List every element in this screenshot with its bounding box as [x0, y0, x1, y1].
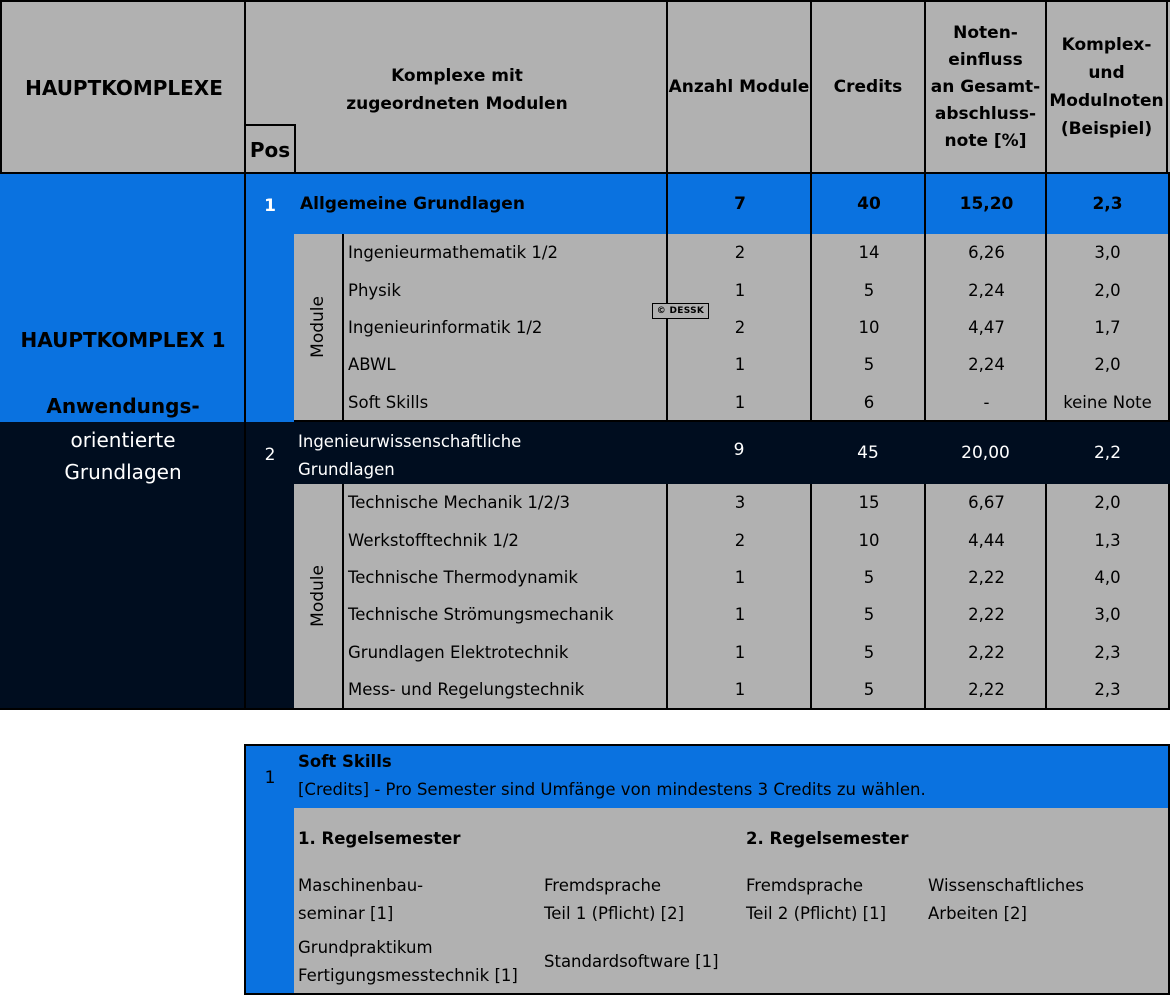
module-anzahl: 1 [666, 559, 812, 598]
module-anzahl: 2 [666, 309, 812, 348]
module-credits: 5 [810, 271, 926, 310]
module-credits: 5 [810, 346, 926, 385]
complex-2-note: 2,2 [1093, 443, 1122, 463]
complex-1-credits: 40 [810, 174, 926, 234]
header-pos: Pos [246, 124, 296, 174]
module-name: Technische Thermodynamik [342, 559, 668, 598]
complex-1-noten: 15,20 [924, 174, 1047, 234]
module-anzahl: 2 [666, 234, 812, 273]
module-label-2: Module [308, 565, 328, 627]
complex-1-note: 2,3 [1045, 174, 1170, 234]
module-credits: 5 [810, 634, 926, 673]
module-anzahl: 1 [666, 346, 812, 385]
cell-fremdsprache-2: Fremdsprache Teil 2 (Pflicht) [1] [742, 868, 926, 932]
module-note: 2,0 [1045, 346, 1170, 385]
cell-fremdsprache-1: Fremdsprache Teil 1 (Pflicht) [2] [540, 868, 744, 932]
module-noten: 2,22 [924, 671, 1047, 710]
header-anzahl: Anzahl Module [668, 0, 812, 174]
header-modulnoten: Komplex- und Modulnoten (Beispiel) [1047, 0, 1168, 174]
softskills-title: Soft Skills [298, 752, 392, 771]
module-noten: 6,26 [924, 234, 1047, 273]
module-credits: 5 [810, 671, 926, 710]
module-name: Soft Skills [342, 384, 668, 423]
hauptkomplex-sub-3: Grundlagen [64, 460, 182, 484]
module-name: Physik [342, 271, 668, 310]
module-note: 1,7 [1045, 309, 1170, 348]
cell-empty-1 [742, 930, 926, 995]
complex-2-anzahl: 9 [733, 440, 745, 460]
header-credits: Credits [812, 0, 926, 174]
module-label-1: Module [308, 296, 328, 358]
complex-2-noten: 20,00 [961, 443, 1010, 463]
module-noten: 2,24 [924, 271, 1047, 310]
module-noten: 2,22 [924, 596, 1047, 635]
complex-2-name: Ingenieurwissenschaftliche Grundlagen [298, 432, 522, 479]
module-credits: 14 [810, 234, 926, 273]
module-credits: 6 [810, 384, 926, 423]
complex-1-name: Allgemeine Grundlagen [300, 194, 525, 214]
module-credits: 5 [810, 596, 926, 635]
module-name: Ingenieurmathematik 1/2 [342, 234, 668, 273]
module-noten: 6,67 [924, 484, 1047, 523]
module-anzahl: 1 [666, 384, 812, 423]
module-note: 2,0 [1045, 271, 1170, 310]
module-anzahl: 3 [666, 484, 812, 523]
module-note: 2,3 [1045, 634, 1170, 673]
cell-maschinenbauseminar: Maschinenbau- seminar [1] [294, 868, 542, 932]
pos-1: 1 [264, 196, 276, 216]
sem2-header: 2. Regelsemester [742, 808, 1170, 870]
module-credits: 10 [810, 521, 926, 560]
module-credits: 15 [810, 484, 926, 523]
module-noten: 2,22 [924, 559, 1047, 598]
module-note: 3,0 [1045, 234, 1170, 273]
hauptkomplex-title: HAUPTKOMPLEX 1 [20, 328, 226, 352]
module-noten: 2,22 [924, 634, 1047, 673]
hauptkomplex-sub-2: orientierte [70, 428, 176, 452]
module-noten: 4,44 [924, 521, 1047, 560]
sem1-header: 1. Regelsemester [294, 808, 744, 870]
module-name: ABWL [342, 346, 668, 385]
cell-standardsoftware: Standardsoftware [1] [540, 930, 744, 995]
module-credits: 10 [810, 309, 926, 348]
module-noten: - [924, 384, 1047, 423]
header-noteneinfluss: Noten- einfluss an Gesamt- abschluss- note [%] [926, 0, 1047, 174]
module-name: Werkstofftechnik 1/2 [342, 521, 668, 560]
module-name: Ingenieurinformatik 1/2 [342, 309, 668, 348]
header-hauptkomplexe: HAUPTKOMPLEXE [25, 76, 223, 100]
cell-grundpraktikum: Grundpraktikum Fertigungsmesstechnik [1] [294, 930, 542, 995]
module-note: 4,0 [1045, 559, 1170, 598]
module-credits: 5 [810, 559, 926, 598]
module-name: Technische Strömungsmechanik [342, 596, 668, 635]
softskills-subtitle: [Credits] - Pro Semester sind Umfänge von mindestens 3 Credits zu wählen. [298, 780, 926, 799]
module-anzahl: 2 [666, 521, 812, 560]
module-note: 2,0 [1045, 484, 1170, 523]
header-komplexe: Komplexe mit zugeordneten Modulen [346, 66, 568, 114]
module-anzahl: 1 [666, 596, 812, 635]
complex-2-credits: 45 [857, 443, 879, 463]
module-note: 1,3 [1045, 521, 1170, 560]
complex-1-anzahl: 7 [666, 174, 812, 234]
module-anzahl: 1 [666, 271, 812, 310]
module-noten: 2,24 [924, 346, 1047, 385]
cell-empty-2 [924, 930, 1170, 995]
module-noten: 4,47 [924, 309, 1047, 348]
cell-wissenschaftliches-arbeiten: Wissenschaftliches Arbeiten [2] [924, 868, 1170, 932]
copyright-watermark: © DESSK [652, 303, 709, 319]
module-name: Technische Mechanik 1/2/3 [342, 484, 668, 523]
module-anzahl: 1 [666, 634, 812, 673]
module-name: Mess- und Regelungstechnik [342, 671, 668, 710]
module-name: Grundlagen Elektrotechnik [342, 634, 668, 673]
hauptkomplex-sub-1: Anwendungs- [46, 394, 200, 418]
module-note: keine Note [1045, 384, 1170, 423]
module-anzahl: 1 [666, 671, 812, 710]
module-note: 3,0 [1045, 596, 1170, 635]
module-note: 2,3 [1045, 671, 1170, 710]
softskills-pos: 1 [264, 768, 276, 788]
pos-2: 2 [264, 445, 276, 465]
